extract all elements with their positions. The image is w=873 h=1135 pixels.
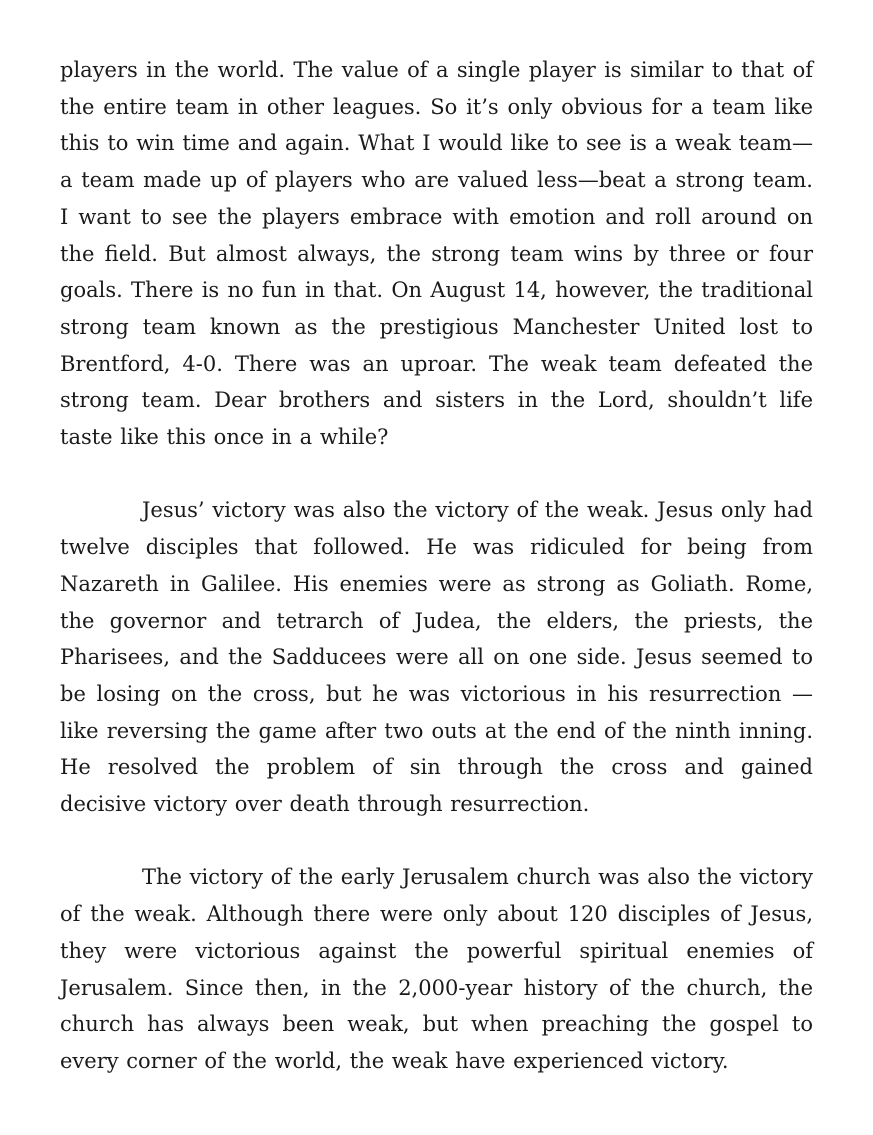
paragraph-1: players in the world. The value of a single player is similar to that of the entire team in other leagues. So it’s only obvious for a team like this to win time and again. What I would like to see is a weak team—a team made up of players who are valued less—beat a strong team. I want to see the players embrace with emotion and roll around on the field. But almost always, the strong team wins by three or four goals. There is no fun in that. On August 14, however, the traditional strong team known as the prestigious Manchester United lost to Brentford, 4-0. There was an uproar. The weak team defeated the strong team. Dear brothers and sisters in the Lord, shouldn’t life taste like this once in a while?: [60, 58, 813, 450]
paragraph-2: Jesus’ victory was also the victory of the weak. Jesus only had twelve disciples that followed. He was ridiculed for being from Nazareth in Galilee. His enemies were as strong as Goliath. Rome, the governor and tetrarch of Judea, the elders, the priests, the Pharisees, and the Sadducees were all on one side. Jesus seemed to be losing on the cross, but he was victorious in his resurrection —like reversing the game after two outs at the end of the ninth inning. He resolved the problem of sin through the cross and gained decisive victory over death through resurrection.: [60, 498, 813, 817]
document-page: [60, 52, 813, 1080]
paragraph-3: The victory of the early Jerusalem church was also the victory of the weak. Although there were only about 120 disciples of Jesus, they were victorious against the powerful spiritual enemies of Jerusalem. Since then, in the 2,000-year history of the church, the church has always been weak, but when preaching the gospel to every corner of the world, the weak have experienced victory.: [60, 865, 813, 1073]
